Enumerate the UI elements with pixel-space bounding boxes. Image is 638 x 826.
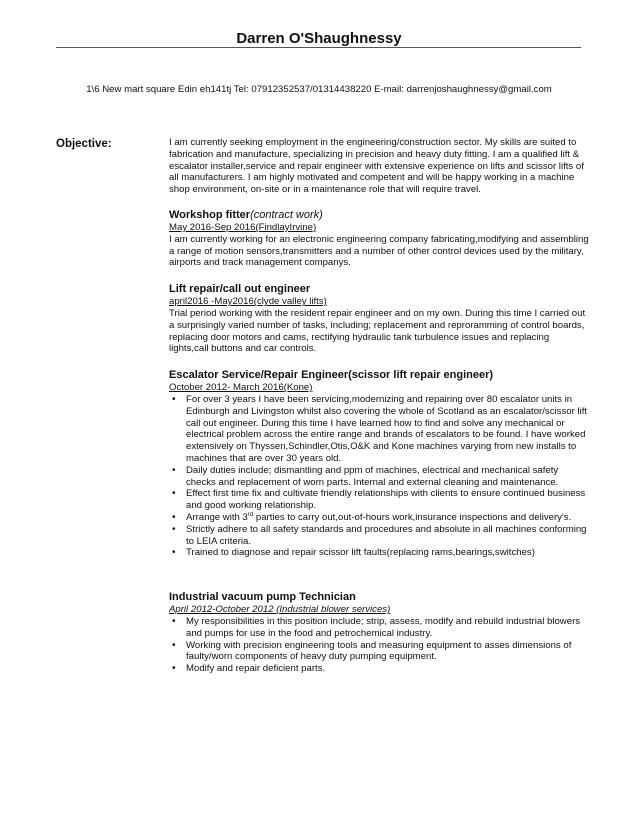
job-lift-repair [169, 282, 589, 355]
job-title-text: Workshop fitter [169, 208, 251, 221]
job-title: Lift repair/call out engineer [169, 283, 311, 296]
job-title: Escalator Service/Repair Engineer(scissor lift repair engineer) [169, 369, 494, 382]
job-date: april2016 -May2016(clyde valley lifts) [169, 296, 327, 308]
list-item-text: parties to carry out,out-of-hours work,insurance inspections and delivery's. [253, 511, 572, 523]
objective-label: Objective: [56, 138, 112, 150]
contact-line: 1\6 New mart square Edin eh141tj Tel: 07912352537/01314438220 E-mail: darrenjoshaughnessy@gmail.com [86, 84, 552, 95]
job-title: Industrial vacuum pump Technician [169, 591, 356, 604]
job-description: I am currently working for an electronic engineering company fabricating,modifying and assembling a range of motion sensors,transmitters and a number of other control devices used by the military, airports and track management companys. [169, 233, 589, 269]
list-item: • Daily duties include; dismantling and ppm of machines, electrical and mechanical safety checks and replacement of worn parts. Internal and external cleaning and maintenance. [169, 465, 589, 489]
list-item: • Effect first time fix and cultivate friendly relationships with clients to ensure continued business and good working relationship. [169, 488, 589, 512]
list-item-text: Arrange with 3 [186, 511, 248, 523]
list-item: • Trained to diagnose and repair scissor lift faults(replacing rams,bearings,switches) [169, 547, 589, 559]
list-item [169, 512, 589, 524]
list-item: • For over 3 years I have been servicing,modernizing and repairing over 80 escalator units in Edinburgh and Livingston whilst also covering the whole of Scotland as an escalator/scissor lift call out engineer. During this time I have learned how to find and solve any mechanical or electrical problem across the entire range and brands of escalators to be found. I have worked extensively on Thyssen,Schindler,Otis,O&K and Kone machines varying from new installs to machines that are over 30 years old. [169, 394, 589, 465]
job-title [169, 208, 589, 222]
list-item: • Strictly adhere to all safety standards and procedures and absolute in all machines conforming to LEIA criteria. [169, 524, 589, 548]
job-escalator-engineer [169, 368, 589, 559]
ordinal-suffix: rd [247, 511, 254, 518]
list-item: • Working with precision engineering tools and measuring equipment to asses dimensions of faulty/worn components of heavy duty pumping equipment. [169, 640, 589, 664]
job-date: April 2012-October 2012 (Industrial blower services) [169, 604, 391, 616]
candidate-name: Darren O'Shaughnessy [236, 30, 402, 47]
job-workshop-fitter [169, 208, 589, 269]
job-bullet-list [169, 616, 589, 675]
spacer [169, 572, 589, 590]
job-date: October 2012- March 2016(Kone) [169, 382, 313, 394]
objective-text: I am currently seeking employment in the engineering/construction sector. My skills are suited to fabrication and manufacture, specializing in precision and heavy duty fitting. I am a qualified lift & escalator installer,service and repair engineer with extensive experience on lifts and scissor lifts of all manufacturers. I am highly motivated and competent and will be happy working in a machine shop environment, on-site or in a maintenance role that will require travel. [169, 137, 584, 196]
job-title-aside: (contract work) [250, 208, 323, 221]
job-date: May 2016-Sep 2016(FindlayIrvine) [169, 221, 317, 233]
header-divider [56, 47, 581, 48]
list-item: • My responsibilities in this position include; strip, assess, modify and rebuild industrial blowers and pumps for use in the food and petrochemical industry. [169, 616, 589, 640]
job-vacuum-pump-technician [169, 590, 589, 675]
job-bullet-list [169, 394, 589, 559]
job-description: Trial period working with the resident repair engineer and on my own. During this time I carried out a surprisingly varied number of tasks, including; replacement and reproramming of control boards, replacing door motors and cams, rectifying hydraulic tank turbulence issues and replacing lights,call buttons and car controls. [169, 307, 586, 355]
list-item: • Modify and repair deficient parts. [169, 663, 589, 675]
main-content [169, 137, 589, 688]
